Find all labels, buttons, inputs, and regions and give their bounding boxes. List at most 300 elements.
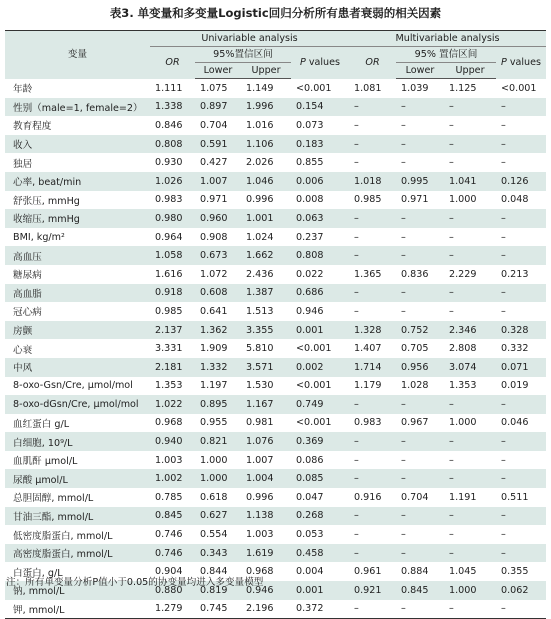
p-multi-cell: – — [501, 231, 506, 243]
or-multi-cell: – — [349, 246, 396, 265]
table-row — [5, 414, 546, 433]
p-uni-cell: <0.001 — [296, 82, 332, 94]
or-multi-cell: 0.916 — [354, 491, 382, 503]
or-multi-cell: – — [349, 135, 396, 154]
or-multi-cell: 0.921 — [349, 581, 396, 600]
p-uni-cell: 0.154 — [291, 98, 349, 117]
lower-uni-cell: 1.075 — [200, 82, 228, 94]
p-multi-cell: – — [496, 135, 546, 154]
or-multi-cell: – — [354, 157, 359, 169]
p-multi-cell: 0.332 — [501, 343, 529, 355]
or-uni-cell: 1.058 — [150, 246, 195, 265]
or-uni-cell: 0.980 — [150, 209, 195, 228]
upper-uni-cell: 0.946 — [241, 581, 291, 600]
p-uni-cell: 0.001 — [291, 581, 349, 600]
table-row — [5, 79, 546, 98]
lower-uni-cell: 0.704 — [200, 119, 228, 131]
upper-multi-cell: 1.191 — [449, 491, 477, 503]
or-multi-cell: 1.018 — [349, 172, 396, 191]
table-row — [5, 358, 546, 377]
upper-multi-cell: – — [444, 135, 496, 154]
lower-multi-cell: – — [396, 432, 444, 451]
univariable-header: Univariable analysis — [150, 31, 349, 47]
or-uni-cell: 1.003 — [155, 454, 183, 466]
p-uni-cell: 0.073 — [296, 119, 324, 131]
lower-multi-cell: 0.956 — [396, 358, 444, 377]
p-uni-cell: 0.001 — [291, 321, 349, 340]
upper-uni-cell: 1.138 — [241, 507, 291, 526]
results-table — [5, 30, 546, 619]
variable-cell: 总胆固醇, mmol/L — [13, 493, 94, 505]
upper-multi-cell: – — [449, 529, 454, 541]
p-uni-cell: <0.001 — [296, 343, 332, 355]
lower-uni-cell: 1.332 — [195, 358, 241, 377]
p-multi-cell: <0.001 — [501, 82, 537, 94]
upper-uni-cell: 1.076 — [241, 432, 291, 451]
upper-uni-cell: 1.024 — [246, 231, 274, 243]
table-row — [5, 321, 546, 340]
lower-multi-cell: 0.967 — [401, 417, 429, 429]
variable-cell: 年龄 — [13, 84, 33, 96]
upper-multi-cell: – — [449, 454, 454, 466]
upper-uni-cell: 1.149 — [246, 82, 274, 94]
or-uni-cell: 0.785 — [155, 491, 183, 503]
lower-uni-cell: 0.895 — [195, 395, 241, 414]
or-uni-cell: 0.918 — [150, 284, 195, 303]
variable-cell: 冠心病 — [13, 307, 42, 319]
lower-uni-cell: 0.343 — [195, 544, 241, 563]
p-multi-cell: – — [496, 544, 546, 563]
or-uni-cell: 0.904 — [155, 566, 183, 578]
footnote: 注：所有单变量分析P值小于0.05的协变量均进入多变量模型 — [6, 577, 264, 588]
table-row — [5, 395, 546, 414]
or-multi-cell: – — [354, 529, 359, 541]
variable-cell: 性别（male=1, female=2） — [5, 98, 150, 117]
or-uni-cell: 0.964 — [155, 231, 183, 243]
lower-multi-cell: 1.028 — [401, 380, 429, 392]
upper-uni-cell: 0.968 — [246, 566, 274, 578]
p-uni-cell: 0.855 — [296, 157, 324, 169]
table-row — [5, 172, 546, 191]
or-uni-cell: 3.331 — [155, 343, 183, 355]
lower-uni-cell: 0.673 — [195, 246, 241, 265]
table-row — [5, 302, 546, 321]
p-uni-cell: 0.808 — [291, 246, 349, 265]
or-uni-cell: 0.985 — [155, 305, 183, 317]
variable-cell: 钾, mmol/L — [5, 600, 150, 619]
or-uni-cell: 0.983 — [155, 194, 183, 206]
p-uni-cell: 0.006 — [291, 172, 349, 191]
p-uni-cell: 0.063 — [291, 209, 349, 228]
lower-multi-cell: 0.836 — [401, 268, 429, 280]
or-multi-cell: 1.407 — [354, 343, 382, 355]
variable-cell: 独居 — [13, 158, 33, 170]
upper-uni-cell: 1.996 — [241, 98, 291, 117]
lower-uni-cell: 0.745 — [195, 600, 241, 619]
upper-uni-cell: 3.355 — [241, 321, 291, 340]
upper-uni-cell: 0.981 — [246, 417, 274, 429]
multivariable-header: Multivariable analysis — [349, 31, 546, 47]
upper-uni-cell: 0.996 — [246, 491, 274, 503]
ci-header-uni: 95%置信区间 — [195, 47, 291, 63]
upper-multi-cell: – — [444, 395, 496, 414]
upper-multi-cell: 1.045 — [449, 566, 477, 578]
table-row — [5, 265, 546, 284]
variable-cell: 高密度脂蛋白, mmol/L — [5, 544, 150, 563]
lower-uni-cell: 1.007 — [195, 172, 241, 191]
upper-multi-cell: – — [444, 209, 496, 228]
table-row — [5, 451, 546, 470]
p-multi-cell: – — [496, 284, 546, 303]
or-multi-cell: – — [349, 284, 396, 303]
lower-multi-cell: 0.752 — [396, 321, 444, 340]
or-header-uni: OR — [150, 47, 195, 79]
table-row — [5, 600, 546, 619]
p-multi-cell: – — [496, 246, 546, 265]
upper-header-uni: Upper — [241, 63, 291, 79]
variable-cell: 心率, beat/min — [5, 172, 150, 191]
lower-multi-cell: 0.971 — [401, 194, 429, 206]
or-multi-cell: – — [354, 119, 359, 131]
upper-uni-cell: 1.001 — [241, 209, 291, 228]
variable-cell: 白细胞, 10⁹/L — [5, 432, 150, 451]
p-multi-cell: 0.019 — [501, 380, 529, 392]
p-uni-cell: 0.008 — [296, 194, 324, 206]
p-uni-cell: 0.237 — [296, 231, 324, 243]
table-row — [5, 469, 546, 488]
table-row — [5, 98, 546, 117]
lower-uni-cell: 0.960 — [195, 209, 241, 228]
lower-uni-cell: 0.618 — [200, 491, 228, 503]
upper-uni-cell: 1.016 — [246, 119, 274, 131]
p-letter: P — [299, 57, 306, 69]
table-row — [5, 246, 546, 265]
table-title: 表3. 单变量和多变量Logistic回归分析所有患者衰弱的相关因素 — [109, 6, 442, 20]
or-uni-cell: 0.845 — [150, 507, 195, 526]
upper-multi-cell: 1.000 — [449, 417, 477, 429]
variable-cell: 低密度脂蛋白, mmol/L — [13, 530, 113, 542]
or-multi-cell: 1.328 — [349, 321, 396, 340]
or-uni-cell: 0.968 — [155, 417, 183, 429]
upper-uni-cell: 0.996 — [246, 194, 274, 206]
variable-cell: 心衰 — [13, 344, 33, 356]
table-row — [5, 153, 546, 172]
lower-uni-cell: 0.897 — [195, 98, 241, 117]
upper-multi-cell: 2.229 — [449, 268, 477, 280]
lower-uni-cell: 0.819 — [195, 581, 241, 600]
p-values-word: values — [506, 57, 542, 69]
upper-multi-cell: 1.000 — [444, 581, 496, 600]
lower-uni-cell: 0.971 — [200, 194, 228, 206]
upper-uni-cell: 1.046 — [241, 172, 291, 191]
p-uni-cell: 0.183 — [291, 135, 349, 154]
variable-cell: 收入 — [5, 135, 150, 154]
or-multi-cell: – — [349, 507, 396, 526]
upper-multi-cell: – — [449, 119, 454, 131]
p-multi-cell: 0.126 — [496, 172, 546, 191]
variable-cell: 中风 — [5, 358, 150, 377]
lower-multi-cell: – — [401, 231, 406, 243]
ci-header-multi: 95% 置信区间 — [396, 47, 496, 63]
or-uni-cell: 0.880 — [150, 581, 195, 600]
upper-multi-cell: – — [449, 157, 454, 169]
p-multi-cell: – — [501, 454, 506, 466]
table-row — [5, 488, 546, 507]
upper-uni-cell: 2.196 — [241, 600, 291, 619]
table-body — [5, 79, 546, 619]
or-uni-cell: 1.026 — [150, 172, 195, 191]
table-row — [5, 228, 546, 247]
or-multi-cell: – — [349, 432, 396, 451]
upper-multi-cell: 2.808 — [449, 343, 477, 355]
upper-uni-cell: 2.026 — [246, 157, 274, 169]
upper-uni-cell: 1.167 — [241, 395, 291, 414]
lower-multi-cell: – — [396, 395, 444, 414]
p-header-multi — [496, 47, 546, 79]
upper-multi-cell: 2.346 — [444, 321, 496, 340]
table-row — [5, 284, 546, 303]
p-multi-cell: – — [496, 600, 546, 619]
lower-uni-cell: 0.608 — [195, 284, 241, 303]
lower-multi-cell: – — [401, 119, 406, 131]
upper-uni-cell: 1.387 — [241, 284, 291, 303]
p-multi-cell: – — [496, 469, 546, 488]
lower-multi-cell: – — [396, 544, 444, 563]
upper-multi-cell: 1.000 — [449, 194, 477, 206]
variable-cell: 白蛋白, g/L — [13, 567, 63, 579]
variable-cell: 尿酸 μmol/L — [5, 469, 150, 488]
or-multi-cell: 1.365 — [354, 268, 382, 280]
p-multi-cell: – — [496, 432, 546, 451]
p-values-word: values — [305, 57, 341, 69]
or-multi-cell: 0.961 — [354, 566, 382, 578]
p-uni-cell: 0.946 — [296, 305, 324, 317]
lower-uni-cell: 0.821 — [195, 432, 241, 451]
p-uni-cell: 0.268 — [291, 507, 349, 526]
lower-uni-cell: 1.197 — [200, 380, 228, 392]
upper-multi-cell: – — [449, 231, 454, 243]
p-multi-cell: 0.071 — [496, 358, 546, 377]
upper-uni-cell: 2.436 — [246, 268, 274, 280]
variable-cell: 舒张压, mmHg — [13, 195, 80, 207]
table-row — [5, 191, 546, 210]
table-row — [5, 507, 546, 526]
variable-header: 变量 — [5, 31, 150, 79]
lower-uni-cell: 0.627 — [195, 507, 241, 526]
table-row — [5, 432, 546, 451]
table-row — [5, 525, 546, 544]
variable-cell: 糖尿病 — [13, 270, 42, 282]
or-multi-cell: 0.983 — [354, 417, 382, 429]
upper-multi-cell: – — [444, 432, 496, 451]
p-uni-cell: 0.369 — [291, 432, 349, 451]
upper-uni-cell: 1.003 — [246, 529, 274, 541]
or-header-multi: OR — [349, 47, 396, 79]
or-uni-cell: 0.930 — [155, 157, 183, 169]
p-multi-cell: – — [496, 209, 546, 228]
or-uni-cell: 1.616 — [155, 268, 183, 280]
or-multi-cell: 0.985 — [354, 194, 382, 206]
upper-multi-cell: – — [444, 469, 496, 488]
lower-multi-cell: – — [396, 98, 444, 117]
table-row — [5, 116, 546, 135]
p-header-uni — [291, 47, 349, 79]
p-multi-cell: – — [496, 395, 546, 414]
upper-uni-cell: 1.513 — [246, 305, 274, 317]
lower-uni-cell: 0.554 — [200, 529, 228, 541]
variable-cell: BMI, kg/m² — [13, 231, 65, 243]
or-multi-cell: 1.179 — [354, 380, 382, 392]
lower-uni-cell: 0.955 — [200, 417, 228, 429]
lower-multi-cell: – — [396, 600, 444, 619]
lower-multi-cell: 0.704 — [401, 491, 429, 503]
lower-uni-cell: 1.000 — [195, 469, 241, 488]
p-multi-cell: – — [501, 157, 506, 169]
or-multi-cell: – — [349, 209, 396, 228]
p-multi-cell: 0.328 — [496, 321, 546, 340]
table-row — [5, 135, 546, 154]
or-uni-cell: 2.137 — [150, 321, 195, 340]
lower-multi-cell: – — [396, 469, 444, 488]
variable-cell: 收缩压, mmHg — [5, 209, 150, 228]
lower-multi-cell: 0.705 — [401, 343, 429, 355]
or-multi-cell: – — [354, 454, 359, 466]
p-uni-cell: 0.047 — [296, 491, 324, 503]
lower-multi-cell: – — [396, 246, 444, 265]
upper-multi-cell: – — [444, 600, 496, 619]
p-multi-cell: – — [496, 507, 546, 526]
table-row — [5, 339, 546, 358]
variable-cell: 房颤 — [5, 321, 150, 340]
p-uni-cell: <0.001 — [296, 380, 332, 392]
p-uni-cell: 0.749 — [291, 395, 349, 414]
or-multi-cell: – — [349, 544, 396, 563]
p-uni-cell: 0.004 — [296, 566, 324, 578]
p-letter: P — [500, 57, 507, 69]
or-multi-cell: – — [349, 469, 396, 488]
variable-cell: 高血压 — [5, 246, 150, 265]
or-multi-cell: – — [354, 305, 359, 317]
p-uni-cell: 0.002 — [291, 358, 349, 377]
upper-uni-cell: 1.004 — [241, 469, 291, 488]
lower-multi-cell: – — [401, 305, 406, 317]
or-uni-cell: 0.808 — [150, 135, 195, 154]
or-uni-cell: 1.002 — [150, 469, 195, 488]
or-uni-cell: 1.279 — [150, 600, 195, 619]
lower-uni-cell: 0.591 — [195, 135, 241, 154]
upper-uni-cell: 3.571 — [241, 358, 291, 377]
p-multi-cell: – — [501, 529, 506, 541]
p-multi-cell: 0.355 — [501, 566, 529, 578]
p-multi-cell: 0.062 — [496, 581, 546, 600]
or-uni-cell: 0.746 — [150, 544, 195, 563]
p-multi-cell: – — [496, 98, 546, 117]
upper-header-multi: Upper — [444, 63, 496, 79]
p-uni-cell: 0.686 — [291, 284, 349, 303]
lower-multi-cell: – — [396, 135, 444, 154]
p-uni-cell: <0.001 — [296, 417, 332, 429]
or-uni-cell: 0.846 — [155, 119, 183, 131]
upper-multi-cell: 1.041 — [444, 172, 496, 191]
lower-multi-cell: – — [396, 209, 444, 228]
or-multi-cell: 1.714 — [349, 358, 396, 377]
lower-header-multi: Lower — [396, 63, 444, 79]
lower-multi-cell: 1.039 — [401, 82, 429, 94]
lower-multi-cell: 0.995 — [396, 172, 444, 191]
upper-multi-cell: 1.353 — [449, 380, 477, 392]
p-multi-cell: – — [501, 305, 506, 317]
lower-multi-cell: – — [396, 284, 444, 303]
upper-multi-cell: – — [444, 246, 496, 265]
lower-multi-cell: 0.884 — [401, 566, 429, 578]
upper-multi-cell: – — [449, 305, 454, 317]
upper-multi-cell: – — [444, 284, 496, 303]
upper-multi-cell: – — [444, 544, 496, 563]
upper-multi-cell: – — [444, 507, 496, 526]
variable-cell: 血肌酐 μmol/L — [13, 456, 78, 468]
lower-uni-cell: 1.072 — [200, 268, 228, 280]
variable-cell: 教育程度 — [13, 121, 52, 133]
variable-cell: 8-oxo-Gsn/Cre, μmol/mol — [13, 380, 133, 392]
lower-uni-cell: 0.908 — [200, 231, 228, 243]
p-multi-cell: 0.511 — [501, 491, 529, 503]
upper-multi-cell: 1.125 — [449, 82, 477, 94]
lower-uni-cell: 1.000 — [200, 454, 228, 466]
p-uni-cell: 0.458 — [291, 544, 349, 563]
lower-multi-cell: – — [401, 454, 406, 466]
or-uni-cell: 1.353 — [155, 380, 183, 392]
upper-uni-cell: 1.007 — [246, 454, 274, 466]
or-multi-cell: – — [354, 231, 359, 243]
lower-multi-cell: – — [401, 529, 406, 541]
lower-header-uni: Lower — [195, 63, 241, 79]
table-header — [5, 31, 546, 79]
lower-uni-cell: 0.641 — [200, 305, 228, 317]
or-multi-cell: – — [349, 395, 396, 414]
upper-uni-cell: 1.619 — [241, 544, 291, 563]
p-multi-cell: 0.048 — [501, 194, 529, 206]
or-uni-cell: 1.338 — [150, 98, 195, 117]
p-uni-cell: 0.053 — [296, 529, 324, 541]
upper-uni-cell: 1.530 — [246, 380, 274, 392]
variable-cell: 高血脂 — [5, 284, 150, 303]
lower-uni-cell: 0.844 — [200, 566, 228, 578]
variable-cell: 甘油三酯, mmol/L — [5, 507, 150, 526]
variable-cell: 钠, mmol/L — [5, 581, 150, 600]
or-uni-cell: 2.181 — [150, 358, 195, 377]
p-multi-cell: – — [501, 119, 506, 131]
upper-multi-cell: 3.074 — [444, 358, 496, 377]
upper-uni-cell: 5.810 — [246, 343, 274, 355]
lower-multi-cell: – — [396, 507, 444, 526]
table-row — [5, 544, 546, 563]
lower-uni-cell: 0.427 — [200, 157, 228, 169]
p-multi-cell: 0.046 — [501, 417, 529, 429]
lower-multi-cell: 0.845 — [396, 581, 444, 600]
or-multi-cell: – — [349, 600, 396, 619]
p-uni-cell: 0.372 — [291, 600, 349, 619]
or-uni-cell: 0.940 — [150, 432, 195, 451]
table-row — [5, 377, 546, 396]
or-uni-cell: 0.746 — [155, 529, 183, 541]
table-row — [5, 209, 546, 228]
or-uni-cell: 1.022 — [150, 395, 195, 414]
p-uni-cell: 0.086 — [296, 454, 324, 466]
variable-cell: 8-oxo-dGsn/Cre, μmol/mol — [5, 395, 150, 414]
p-multi-cell: 0.213 — [501, 268, 529, 280]
lower-uni-cell: 1.362 — [195, 321, 241, 340]
p-uni-cell: 0.022 — [296, 268, 324, 280]
